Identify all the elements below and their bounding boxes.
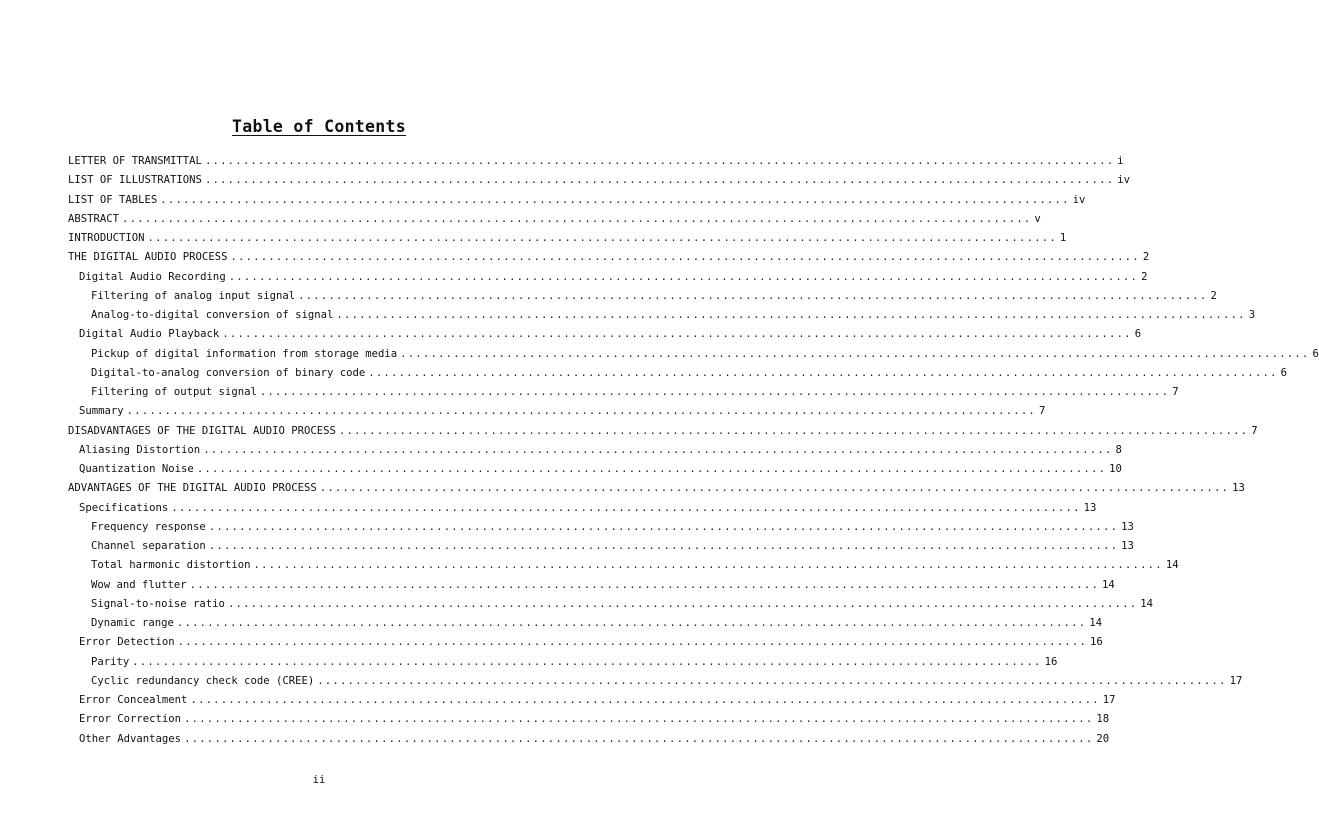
dot-leader: ........................................................................................................................ <box>208 540 1119 552</box>
entry-label: ADVANTAGES OF THE DIGITAL AUDIO PROCESS <box>68 482 317 495</box>
entry-label: Total harmonic distortion <box>91 559 251 572</box>
entry-page-number: iv <box>1072 193 1086 206</box>
dot-leader: ........................................................................................................................ <box>259 386 1170 398</box>
dot-leader: ........................................................................................................................ <box>189 578 1100 591</box>
dot-leader: ........................................................................................................................ <box>171 501 1081 514</box>
dot-leader: ........................................................................................................................ <box>222 328 1132 341</box>
toc-entry <box>68 460 1122 479</box>
entry-page-number: 13 <box>1121 540 1134 552</box>
entry-label: Error Correction <box>79 713 182 726</box>
toc-entry <box>68 710 1110 729</box>
dot-leader: ........................................................................................................................ <box>253 559 1163 572</box>
entry-label: LETTER OF TRANSMITTAL <box>68 155 202 167</box>
toc-entry <box>68 576 1115 595</box>
entry-page-number: 20 <box>1096 732 1110 745</box>
toc-entry <box>68 422 1258 441</box>
toc-entry <box>68 595 1154 614</box>
toc-entry <box>68 441 1122 460</box>
entry-page-number: 14 <box>1140 597 1154 610</box>
toc-entry <box>68 325 1142 344</box>
entry-label: Quantization Noise <box>79 463 194 475</box>
entry-label: INTRODUCTION <box>68 232 145 244</box>
entry-label: Filtering of analog input signal <box>91 289 296 302</box>
entry-label: Dynamic range <box>91 617 174 629</box>
dot-leader: ........................................................................................................................ <box>147 232 1057 244</box>
toc-entry <box>68 499 1097 518</box>
entry-label: ABSTRACT <box>68 212 120 225</box>
toc-entry <box>68 171 1131 190</box>
entry-label: Digital Audio Playback <box>79 328 220 341</box>
entry-label: Specifications <box>79 501 169 514</box>
toc-entry <box>68 691 1116 710</box>
entry-page-number: 13 <box>1232 482 1245 495</box>
dot-leader: ........................................................................................................................ <box>132 655 1042 668</box>
entry-page-number: 8 <box>1115 443 1122 456</box>
page-title: Table of Contents <box>232 117 406 137</box>
toc-entry <box>68 383 1179 402</box>
entry-label: Digital Audio Recording <box>79 270 226 283</box>
entry-label: Other Advantages <box>79 732 182 745</box>
entry-page-number: 1 <box>1059 232 1067 244</box>
entry-label: Analog-to-digital conversion of signal <box>91 309 334 321</box>
entry-page-number: 16 <box>1090 636 1103 649</box>
dot-leader: ........................................................................................................................ <box>160 193 1070 206</box>
toc-entry <box>68 653 1058 672</box>
entry-label: Filtering of output signal <box>91 386 257 398</box>
dot-leader: ........................................................................................................................ <box>368 366 1278 379</box>
entry-label: Summary <box>79 405 124 418</box>
toc-entry <box>68 402 1046 421</box>
toc-entry <box>68 345 1319 364</box>
toc-entry <box>68 614 1103 633</box>
toc-entry <box>68 191 1086 210</box>
toc-entry <box>68 364 1288 383</box>
dot-leader: ........................................................................................................................ <box>336 309 1246 321</box>
entry-page-number: 7 <box>1251 424 1258 437</box>
entry-page-number: 10 <box>1109 463 1122 475</box>
toc-entry <box>68 730 1110 749</box>
dot-leader: ........................................................................................................................ <box>203 443 1113 456</box>
entry-page-number: 16 <box>1044 655 1058 668</box>
entry-label: Parity <box>91 655 130 668</box>
entry-page-number: 6 <box>1312 347 1319 360</box>
entry-label: Error Concealment <box>79 694 188 706</box>
dot-leader: ........................................................................................................................ <box>317 674 1227 687</box>
dot-leader: ........................................................................................................................ <box>230 251 1140 264</box>
entry-label: Error Detection <box>79 636 175 649</box>
entry-page-number: iv <box>1117 174 1131 187</box>
entry-page-number: 13 <box>1083 501 1097 514</box>
toc-entry <box>68 287 1217 306</box>
entry-label: Aliasing Distortion <box>79 443 201 456</box>
dot-leader: ........................................................................................................................ <box>196 463 1107 475</box>
entry-label: LIST OF ILLUSTRATIONS <box>68 174 202 187</box>
entry-page-number: 17 <box>1102 694 1116 706</box>
dot-leader: ........................................................................................................................ <box>190 694 1100 706</box>
toc-entry <box>68 633 1103 652</box>
entry-page-number: 7 <box>1172 386 1179 398</box>
entry-page-number: 14 <box>1102 578 1115 591</box>
dot-leader: ........................................................................................................................ <box>204 174 1115 187</box>
dot-leader: ........................................................................................................................ <box>208 520 1119 533</box>
entry-label: Wow and flutter <box>91 578 187 591</box>
entry-label: Signal-to-noise ratio <box>91 597 225 610</box>
toc-entry <box>68 229 1067 248</box>
dot-leader: ........................................................................................................................ <box>319 482 1230 495</box>
dot-leader: ........................................................................................................................ <box>338 424 1249 437</box>
entry-page-number: i <box>1117 155 1124 167</box>
dot-leader: ........................................................................................................................ <box>184 732 1094 745</box>
entry-label: DISADVANTAGES OF THE DIGITAL AUDIO PROCESS <box>68 424 336 437</box>
dot-leader: ........................................................................................................................ <box>176 617 1087 629</box>
dot-leader: ........................................................................................................................ <box>400 347 1310 360</box>
toc-entry <box>68 306 1256 325</box>
entry-label: THE DIGITAL AUDIO PROCESS <box>68 251 228 264</box>
entry-page-number: 6 <box>1280 366 1288 379</box>
toc-entry <box>68 479 1245 498</box>
dot-leader: ........................................................................................................................ <box>122 212 1032 225</box>
toc-entry <box>68 672 1243 691</box>
entry-page-number: 2 <box>1141 270 1148 283</box>
toc-entry <box>68 518 1134 537</box>
entry-page-number: 2 <box>1210 289 1217 302</box>
entry-page-number: 13 <box>1121 520 1134 533</box>
entry-page-number: 18 <box>1096 713 1110 726</box>
entry-page-number: 2 <box>1142 251 1150 264</box>
entry-label: Frequency response <box>91 520 206 533</box>
entry-label: LIST OF TABLES <box>68 193 158 206</box>
toc-entry <box>68 556 1179 575</box>
dot-leader: ........................................................................................................................ <box>126 405 1037 418</box>
entry-page-number: 6 <box>1134 328 1142 341</box>
entry-page-number: v <box>1034 212 1041 225</box>
entry-label: Digital-to-analog conversion of binary code <box>91 366 366 379</box>
dot-leader: ........................................................................................................................ <box>204 155 1115 167</box>
entry-page-number: 17 <box>1229 674 1243 687</box>
entry-page-number: 14 <box>1089 617 1103 629</box>
dot-leader: ........................................................................................................................ <box>177 636 1088 649</box>
dot-leader: ........................................................................................................................ <box>184 713 1094 726</box>
entry-page-number: 14 <box>1165 559 1179 572</box>
toc-entry <box>68 248 1150 267</box>
entry-page-number: 3 <box>1248 309 1256 321</box>
toc-entry <box>68 152 1124 171</box>
dot-leader: ........................................................................................................................ <box>298 289 1208 302</box>
entry-label: Cyclic redundancy check code (CREE) <box>91 674 315 687</box>
toc-entry <box>68 537 1134 556</box>
page-number: ii <box>312 774 326 786</box>
toc-entry <box>68 268 1148 287</box>
toc-entry <box>68 210 1041 229</box>
entry-label: Pickup of digital information from storage media <box>91 347 398 360</box>
table-of-contents <box>68 152 1319 749</box>
entry-page-number: 7 <box>1039 405 1046 418</box>
dot-leader: ........................................................................................................................ <box>228 270 1139 283</box>
dot-leader: ........................................................................................................................ <box>227 597 1138 610</box>
entry-label: Channel separation <box>91 540 206 552</box>
